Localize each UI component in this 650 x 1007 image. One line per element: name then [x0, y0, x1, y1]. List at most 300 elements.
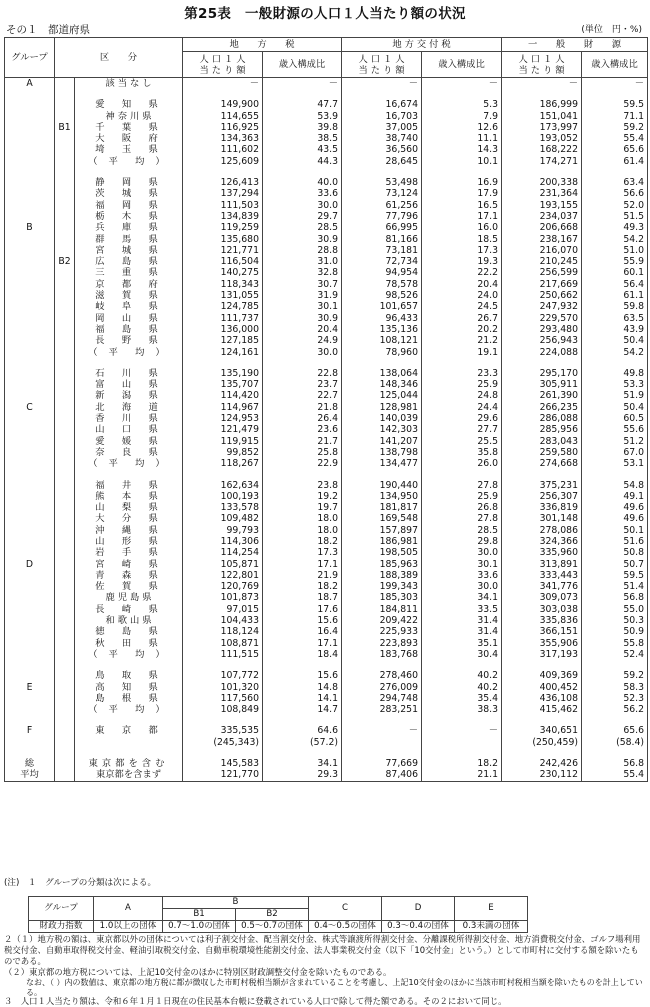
spacer-cell [582, 748, 648, 758]
value-cell: 173,997 [502, 122, 582, 133]
subgroup-cell [55, 313, 75, 324]
table-row [5, 301, 648, 312]
subgroup-cell [55, 267, 75, 278]
value-cell: 54.2 [582, 347, 648, 358]
note-1: (注) １ グループの分類は次による。 [4, 878, 157, 888]
value-cell: 119,259 [183, 222, 263, 233]
value-cell: 55.8 [582, 638, 648, 649]
group-cell [5, 502, 55, 513]
value-cell: 40.0 [263, 177, 342, 188]
subgroup-cell [55, 156, 75, 167]
subgroup-cell [55, 144, 75, 155]
subgroup-cell [55, 335, 75, 346]
value-cell: 52.3 [582, 693, 648, 704]
header-general: 一 般 財 源 [502, 38, 648, 52]
value-cell: (250,459) [502, 737, 582, 748]
spacer-cell [75, 715, 183, 725]
value-cell: 193,052 [502, 133, 582, 144]
value-cell: － [582, 78, 648, 90]
table-row [5, 78, 648, 90]
value-cell: 261,390 [502, 390, 582, 401]
value-cell: 18.0 [263, 513, 342, 524]
spacer-cell [55, 660, 75, 670]
value-cell: 190,440 [342, 480, 422, 491]
group-cell [5, 234, 55, 245]
value-cell: 209,422 [342, 615, 422, 626]
gtab-header: B [163, 897, 309, 909]
value-cell: 174,271 [502, 156, 582, 167]
category-cell: 山 梨 県 [75, 502, 183, 513]
value-cell: 72,734 [342, 256, 422, 267]
category-cell: （ 平 均 ） [75, 649, 183, 660]
value-cell: 169,548 [342, 513, 422, 524]
value-cell: 108,849 [183, 704, 263, 715]
group-cell [5, 638, 55, 649]
value-cell: 293,480 [502, 324, 582, 335]
group-cell [5, 279, 55, 290]
gtab-cell: 0.3～0.4の団体 [382, 921, 455, 933]
value-cell: 313,891 [502, 559, 582, 570]
group-cell [5, 480, 55, 491]
value-cell: 247,932 [502, 301, 582, 312]
value-cell: 206,668 [502, 222, 582, 233]
page-title: 第25表 一般財源の人口１人当たり額の状況 [184, 6, 466, 22]
value-cell: 16.5 [422, 200, 502, 211]
subgroup-cell [55, 402, 75, 413]
group-cell [5, 704, 55, 715]
value-cell: 415,462 [502, 704, 582, 715]
subgroup-cell [55, 559, 75, 570]
spacer-row [5, 748, 648, 758]
value-cell: 105,871 [183, 559, 263, 570]
value-cell: 18.2 [263, 581, 342, 592]
value-cell: 22.9 [263, 458, 342, 469]
category-cell: 青 森 県 [75, 570, 183, 581]
spacer-cell [5, 660, 55, 670]
subgroup-cell [55, 188, 75, 199]
subgroup-cell [55, 245, 75, 256]
value-cell: 216,070 [502, 245, 582, 256]
header-per-capita: 人 口 １ 人 当 た り 額 [342, 52, 422, 78]
spacer-cell [55, 358, 75, 368]
value-cell: 39.8 [263, 122, 342, 133]
value-cell: 31.4 [422, 626, 502, 637]
subgroup-cell [55, 547, 75, 558]
value-cell: 49.1 [582, 491, 648, 502]
value-cell: 61,256 [342, 200, 422, 211]
value-cell: 185,963 [342, 559, 422, 570]
value-cell: 18.2 [422, 758, 502, 769]
value-cell: 17.1 [263, 638, 342, 649]
subgroup-cell [55, 592, 75, 603]
value-cell: 35.1 [422, 638, 502, 649]
table-row [5, 222, 648, 233]
table-row [5, 413, 648, 424]
value-cell: 108,871 [183, 638, 263, 649]
subgroup-cell [55, 211, 75, 222]
spacer-cell [183, 167, 263, 177]
group-cell [5, 379, 55, 390]
spacer-cell [75, 358, 183, 368]
value-cell: 22.8 [263, 368, 342, 379]
table-row [5, 156, 648, 167]
subgroup-cell [55, 682, 75, 693]
subgroup-cell [55, 111, 75, 122]
value-cell: 56.4 [582, 279, 648, 290]
value-cell: 108,121 [342, 335, 422, 346]
category-cell: （ 平 均 ） [75, 156, 183, 167]
header-ratio: 歳入構成比 [422, 52, 502, 78]
group-cell [5, 525, 55, 536]
value-cell: 157,897 [342, 525, 422, 536]
spacer-cell [342, 748, 422, 758]
value-cell: 148,346 [342, 379, 422, 390]
group-cell [5, 111, 55, 122]
category-cell: 京 都 府 [75, 279, 183, 290]
gtab-cell: 1.0以上の団体 [94, 921, 163, 933]
value-cell: 49.3 [582, 222, 648, 233]
value-cell: 14.7 [263, 704, 342, 715]
value-cell: 12.6 [422, 122, 502, 133]
gtab-sub: B1 [163, 909, 236, 921]
value-cell [342, 737, 422, 748]
value-cell: 188,389 [342, 570, 422, 581]
category-cell: 大 阪 府 [75, 133, 183, 144]
value-cell: (57.2) [263, 737, 342, 748]
value-cell: 17.1 [263, 559, 342, 570]
value-cell: 135,707 [183, 379, 263, 390]
category-cell: 神 奈 川 県 [75, 111, 183, 122]
table-row [5, 122, 648, 133]
value-cell: 30.0 [263, 347, 342, 358]
value-cell: 17.6 [263, 604, 342, 615]
spacer-cell [55, 167, 75, 177]
value-cell: 35.4 [422, 693, 502, 704]
value-cell: 276,009 [342, 682, 422, 693]
value-cell: 50.7 [582, 559, 648, 570]
table-row [5, 290, 648, 301]
page-subtitle: その１ 都道府県 [6, 24, 90, 36]
table-row [5, 502, 648, 513]
value-cell: 24.8 [422, 390, 502, 401]
subgroup-cell [55, 458, 75, 469]
spacer-cell [502, 748, 582, 758]
value-cell: 184,811 [342, 604, 422, 615]
subgroup-cell [55, 222, 75, 233]
table-row [5, 604, 648, 615]
value-cell: 50.9 [582, 626, 648, 637]
value-cell: 35.8 [422, 447, 502, 458]
spacer-cell [183, 748, 263, 758]
value-cell: 224,088 [502, 347, 582, 358]
table-row [5, 758, 648, 769]
spacer-cell [502, 358, 582, 368]
category-cell: 秋 田 県 [75, 638, 183, 649]
value-cell: 27.8 [422, 480, 502, 491]
table-row [5, 559, 648, 570]
value-cell: 34.1 [422, 592, 502, 603]
spacer-cell [263, 470, 342, 480]
value-cell: 301,148 [502, 513, 582, 524]
value-cell: 199,343 [342, 581, 422, 592]
category-cell: 東京都を含む [75, 758, 183, 769]
spacer-cell [502, 715, 582, 725]
value-cell: － [342, 725, 422, 736]
group-cell: C [5, 402, 55, 413]
category-cell: 三 重 県 [75, 267, 183, 278]
value-cell: 183,768 [342, 649, 422, 660]
table-row [5, 649, 648, 660]
table-row [5, 279, 648, 290]
value-cell: 34.1 [263, 758, 342, 769]
group-cell [5, 737, 55, 748]
value-cell: 101,320 [183, 682, 263, 693]
value-cell: 295,170 [502, 368, 582, 379]
table-row [5, 693, 648, 704]
value-cell: 14.3 [422, 144, 502, 155]
value-cell: 116,925 [183, 122, 263, 133]
value-cell: 30.4 [422, 649, 502, 660]
value-cell: 294,748 [342, 693, 422, 704]
value-cell: 29.3 [263, 769, 342, 781]
table-row [5, 335, 648, 346]
value-cell: 409,369 [502, 670, 582, 681]
group-classification-table [28, 896, 528, 933]
value-cell: 137,294 [183, 188, 263, 199]
value-cell: 15.6 [263, 615, 342, 626]
value-cell: 50.4 [582, 402, 648, 413]
value-cell: 14.1 [263, 693, 342, 704]
value-cell: 28.5 [263, 222, 342, 233]
table-row [5, 682, 648, 693]
table-row [5, 480, 648, 491]
category-cell: （ 平 均 ） [75, 704, 183, 715]
value-cell: 198,505 [342, 547, 422, 558]
subgroup-cell [55, 436, 75, 447]
value-cell: 142,303 [342, 424, 422, 435]
gtab-cell: 0.5～0.7の団体 [236, 921, 309, 933]
category-cell: 兵 庫 県 [75, 222, 183, 233]
value-cell: 122,801 [183, 570, 263, 581]
subgroup-cell [55, 638, 75, 649]
value-cell: 134,839 [183, 211, 263, 222]
value-cell: 31.9 [263, 290, 342, 301]
value-cell: 56.2 [582, 704, 648, 715]
note-2-2: （２）東京都の地方税については、上記10交付金のほかに特別区財政調整交付金を除いたものである。 [4, 967, 392, 977]
table-row [5, 491, 648, 502]
value-cell: 33.6 [263, 188, 342, 199]
category-cell: 島 根 県 [75, 693, 183, 704]
value-cell: 55.0 [582, 604, 648, 615]
value-cell: 17.3 [422, 245, 502, 256]
value-cell: 50.8 [582, 547, 648, 558]
table-row [5, 111, 648, 122]
subgroup-cell [55, 78, 75, 90]
value-cell: 58.3 [582, 682, 648, 693]
table-row [5, 704, 648, 715]
value-cell: 17.9 [422, 188, 502, 199]
value-cell: － [502, 78, 582, 90]
value-cell: 50.1 [582, 525, 648, 536]
value-cell: 98,526 [342, 290, 422, 301]
group-cell [5, 424, 55, 435]
group-cell: D [5, 559, 55, 570]
value-cell: 25.8 [263, 447, 342, 458]
table-row [5, 267, 648, 278]
value-cell: 55.4 [582, 133, 648, 144]
group-cell [5, 547, 55, 558]
value-cell: － [422, 78, 502, 90]
value-cell: 59.5 [582, 570, 648, 581]
value-cell: 100,193 [183, 491, 263, 502]
value-cell: 24.5 [422, 301, 502, 312]
value-cell: 116,504 [183, 256, 263, 267]
value-cell: 30.0 [263, 200, 342, 211]
category-cell: 滋 賀 県 [75, 290, 183, 301]
value-cell: 28.5 [422, 525, 502, 536]
category-cell [75, 737, 183, 748]
value-cell: 168,222 [502, 144, 582, 155]
category-cell: 埼 玉 県 [75, 144, 183, 155]
category-cell: 奈 良 県 [75, 447, 183, 458]
spacer-cell [582, 715, 648, 725]
value-cell: 124,161 [183, 347, 263, 358]
note-3: ３ 人口１人当たり額は、令和６年１月１日現在の住民基本台帳に登載されている人口で除して得た額である。その２において同じ。 [4, 996, 507, 1006]
table-row [5, 424, 648, 435]
table-row [5, 570, 648, 581]
value-cell: 114,420 [183, 390, 263, 401]
value-cell: 15.6 [263, 670, 342, 681]
group-cell [5, 324, 55, 335]
spacer-cell [502, 167, 582, 177]
value-cell: 127,185 [183, 335, 263, 346]
group-cell [5, 133, 55, 144]
value-cell: 136,000 [183, 324, 263, 335]
value-cell: 340,651 [502, 725, 582, 736]
value-cell: 135,190 [183, 368, 263, 379]
value-cell: 121,770 [183, 769, 263, 781]
subgroup-cell [55, 133, 75, 144]
subgroup-cell: B2 [55, 256, 75, 267]
value-cell: 61.1 [582, 290, 648, 301]
value-cell: 274,668 [502, 458, 582, 469]
subgroup-cell [55, 177, 75, 188]
value-cell: 43.9 [582, 324, 648, 335]
group-cell [5, 581, 55, 592]
spacer-cell [183, 89, 263, 99]
value-cell: 21.9 [263, 570, 342, 581]
spacer-cell [5, 748, 55, 758]
spacer-cell [342, 358, 422, 368]
value-cell: 19.1 [422, 347, 502, 358]
group-cell [5, 458, 55, 469]
table-row [5, 256, 648, 267]
value-cell: 223,893 [342, 638, 422, 649]
group-cell [5, 693, 55, 704]
spacer-cell [422, 715, 502, 725]
value-cell: 50.4 [582, 335, 648, 346]
group-cell [5, 122, 55, 133]
value-cell: 234,037 [502, 211, 582, 222]
group-cell [5, 592, 55, 603]
category-cell: 千 葉 県 [75, 122, 183, 133]
value-cell: 56.8 [582, 592, 648, 603]
value-cell: 238,167 [502, 234, 582, 245]
gtab-cell: 0.7～1.0の団体 [163, 921, 236, 933]
value-cell: 65.6 [582, 725, 648, 736]
value-cell: 26.7 [422, 313, 502, 324]
value-cell: 40.2 [422, 682, 502, 693]
value-cell: 30.9 [263, 313, 342, 324]
table-row [5, 188, 648, 199]
value-cell: 18.0 [263, 525, 342, 536]
value-cell: 31.4 [422, 615, 502, 626]
spacer-row [5, 715, 648, 725]
value-cell: 25.9 [422, 379, 502, 390]
table-row [5, 638, 648, 649]
value-cell: 26.4 [263, 413, 342, 424]
value-cell: 99,852 [183, 447, 263, 458]
subgroup-cell [55, 413, 75, 424]
value-cell: 25.9 [422, 491, 502, 502]
value-cell: 97,015 [183, 604, 263, 615]
spacer-cell [183, 470, 263, 480]
value-cell: 55.4 [582, 769, 648, 781]
value-cell: 55.6 [582, 424, 648, 435]
spacer-cell [75, 470, 183, 480]
value-cell: 111,602 [183, 144, 263, 155]
value-cell: 38.3 [422, 704, 502, 715]
spacer-cell [75, 748, 183, 758]
value-cell: 77,669 [342, 758, 422, 769]
value-cell: 335,535 [183, 725, 263, 736]
value-cell: － [263, 78, 342, 90]
value-cell: 21.7 [263, 436, 342, 447]
category-cell: 東 京 都 [75, 725, 183, 736]
group-cell: A [5, 78, 55, 90]
value-cell: 111,515 [183, 649, 263, 660]
subgroup-cell [55, 693, 75, 704]
value-cell: 119,915 [183, 436, 263, 447]
value-cell: 53,498 [342, 177, 422, 188]
table-row [5, 725, 648, 736]
subgroup-cell [55, 390, 75, 401]
table-row [5, 402, 648, 413]
value-cell: 52.4 [582, 649, 648, 660]
spacer-cell [55, 470, 75, 480]
value-cell: 104,433 [183, 615, 263, 626]
table-row [5, 144, 648, 155]
value-cell: 217,669 [502, 279, 582, 290]
subgroup-cell [55, 725, 75, 736]
value-cell: 61.4 [582, 156, 648, 167]
gtab-header: グループ [29, 897, 94, 921]
table-row [5, 234, 648, 245]
value-cell: 14.8 [263, 682, 342, 693]
subgroup-cell [55, 447, 75, 458]
category-cell: 新 潟 県 [75, 390, 183, 401]
spacer-cell [75, 167, 183, 177]
value-cell: 10.1 [422, 156, 502, 167]
value-cell: 78,578 [342, 279, 422, 290]
value-cell: 23.7 [263, 379, 342, 390]
group-cell [5, 301, 55, 312]
spacer-cell [5, 89, 55, 99]
subgroup-cell [55, 290, 75, 301]
header-per-capita: 人 口 １ 人 当 た り 額 [502, 52, 582, 78]
value-cell: 78,960 [342, 347, 422, 358]
spacer-cell [502, 660, 582, 670]
